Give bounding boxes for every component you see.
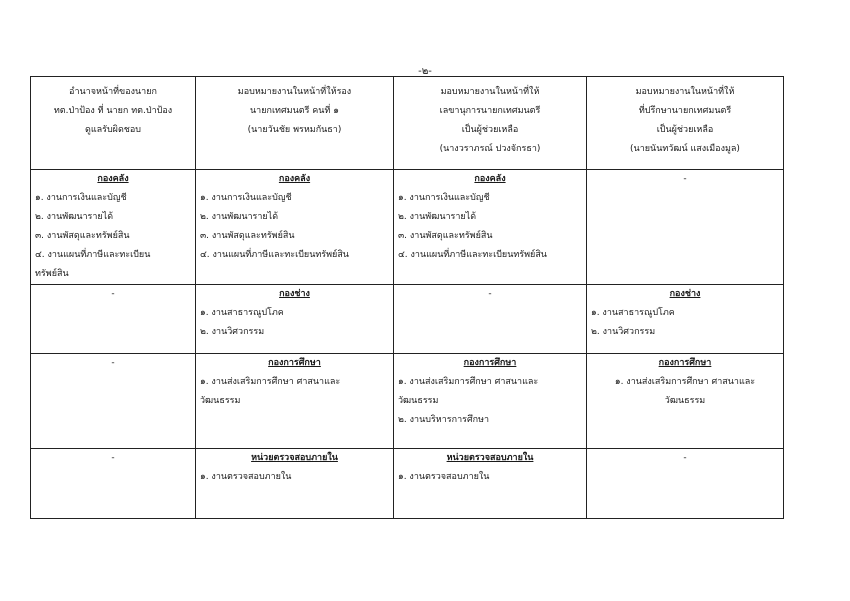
empty-dash: - [683, 174, 687, 184]
education-col4 [587, 354, 784, 449]
engineering-col4 [587, 285, 784, 354]
section-title: หน่วยตรวจสอบภายใน [446, 453, 534, 463]
finance-col2 [196, 170, 394, 285]
finance-col4 [587, 170, 784, 285]
header-line: ที่ปรึกษานายกเทศมนตรี [638, 106, 732, 116]
list-item: ๓. งานพัสดุและทรัพย์สิน [200, 231, 295, 241]
audit-col2 [196, 449, 394, 519]
section-title: กองคลัง [278, 174, 311, 184]
list-item: ๑. งานการเงินและบัญชี [200, 193, 292, 203]
header-line: (นายนันทวัฒน์ แสงเมืองมูล) [630, 144, 740, 154]
header-secretary [394, 77, 587, 170]
list-item: ๔. งานแผนที่ภาษีและทะเบียน [35, 250, 151, 260]
header-line: มอบหมายงานในหน้าที่ให้ [440, 87, 540, 97]
education-col2 [196, 354, 394, 449]
header-line: มอบหมายงานในหน้าที่ให้รอง [237, 87, 352, 97]
education-col1 [31, 354, 196, 449]
list-item: ๑. งานการเงินและบัญชี [35, 193, 127, 203]
list-item: ๓. งานพัสดุและทรัพย์สิน [398, 231, 493, 241]
engineering-col3 [394, 285, 587, 354]
list-item: ๓. งานพัสดุและทรัพย์สิน [35, 231, 130, 241]
list-item: ๑. งานตรวจสอบภายใน [398, 472, 490, 482]
audit-col1 [31, 449, 196, 519]
list-item: ๒. งานบริหารการศึกษา [398, 415, 490, 425]
section-title: กองการศึกษา [268, 358, 321, 368]
header-deputy-mayor [196, 77, 394, 170]
list-item: ๑. งานการเงินและบัญชี [398, 193, 490, 203]
section-title: กองช่าง [279, 289, 310, 299]
list-item: ๒. งานพัฒนารายได้ [398, 212, 477, 222]
list-item: ๒. งานวิศวกรรม [591, 327, 656, 337]
header-line: ดูแลรับผิดชอบ [84, 125, 142, 135]
section-title: กองช่าง [669, 289, 701, 299]
empty-dash: - [111, 289, 115, 299]
header-row [31, 77, 784, 170]
list-item: ๔. งานแผนที่ภาษีและทะเบียนทรัพย์สิน [398, 250, 547, 260]
education-col3 [394, 354, 587, 449]
list-item: วัฒนธรรม [200, 396, 241, 406]
list-item: ๑. งานส่งเสริมการศึกษา ศาสนาและ [398, 377, 539, 387]
section-title: กองการศึกษา [658, 358, 712, 368]
section-title: หน่วยตรวจสอบภายใน [251, 453, 338, 463]
list-item: ๒. งานวิศวกรรม [200, 327, 265, 337]
finance-col3 [394, 170, 587, 285]
engineering-row [31, 285, 784, 354]
audit-row [31, 449, 784, 519]
education-row [31, 354, 784, 449]
header-mayor [31, 77, 196, 170]
list-item: ๒. งานพัฒนารายได้ [35, 212, 114, 222]
empty-dash: - [488, 289, 492, 299]
header-line: (นางวราภรณ์ ปวงจักรธา) [439, 144, 541, 154]
list-item: ๑. งานส่งเสริมการศึกษา ศาสนาและ [614, 377, 756, 387]
empty-dash: - [111, 453, 115, 463]
header-line: เป็นผู้ช่วยเหลือ [461, 125, 519, 135]
responsibility-table [30, 76, 784, 519]
list-item: ๑. งานสาธารณูปโภค [591, 308, 675, 318]
header-line: (นายวันชัย พรหมกันธา) [247, 125, 342, 135]
audit-col4 [587, 449, 784, 519]
engineering-col2 [196, 285, 394, 354]
page-number: -๒- [418, 66, 432, 77]
header-line: เลขานุการนายกเทศมนตรี [439, 106, 541, 116]
finance-col1 [31, 170, 196, 285]
list-item: ๑. งานสาธารณูปโภค [200, 308, 284, 318]
header-line: ทต.ป่าป้อง ที่ นายก ทต.ป่าป้อง [53, 106, 173, 116]
section-title: กองการศึกษา [463, 358, 517, 368]
list-item: ๑. งานตรวจสอบภายใน [200, 472, 292, 482]
section-title: กองคลัง [474, 174, 506, 184]
empty-dash: - [111, 358, 115, 368]
finance-row [31, 170, 784, 285]
list-item: วัฒนธรรม [664, 396, 706, 406]
header-line: มอบหมายงานในหน้าที่ให้ [635, 87, 735, 97]
header-line: อำนาจหน้าที่ของนายก [69, 87, 157, 97]
list-item: ๒. งานพัฒนารายได้ [200, 212, 279, 222]
section-title: กองคลัง [97, 174, 129, 184]
empty-dash: - [683, 453, 687, 463]
list-item: ๔. งานแผนที่ภาษีและทะเบียนทรัพย์สิน [200, 250, 349, 260]
engineering-col1 [31, 285, 196, 354]
list-item: วัฒนธรรม [398, 396, 439, 406]
header-line: เป็นผู้ช่วยเหลือ [656, 125, 714, 135]
list-item: ๑. งานส่งเสริมการศึกษา ศาสนาและ [200, 377, 341, 387]
header-line: นายกเทศมนตรี คนที่ ๑ [250, 106, 339, 116]
audit-col3 [394, 449, 587, 519]
header-advisor [587, 77, 784, 170]
list-item: ทรัพย์สิน [35, 269, 69, 279]
